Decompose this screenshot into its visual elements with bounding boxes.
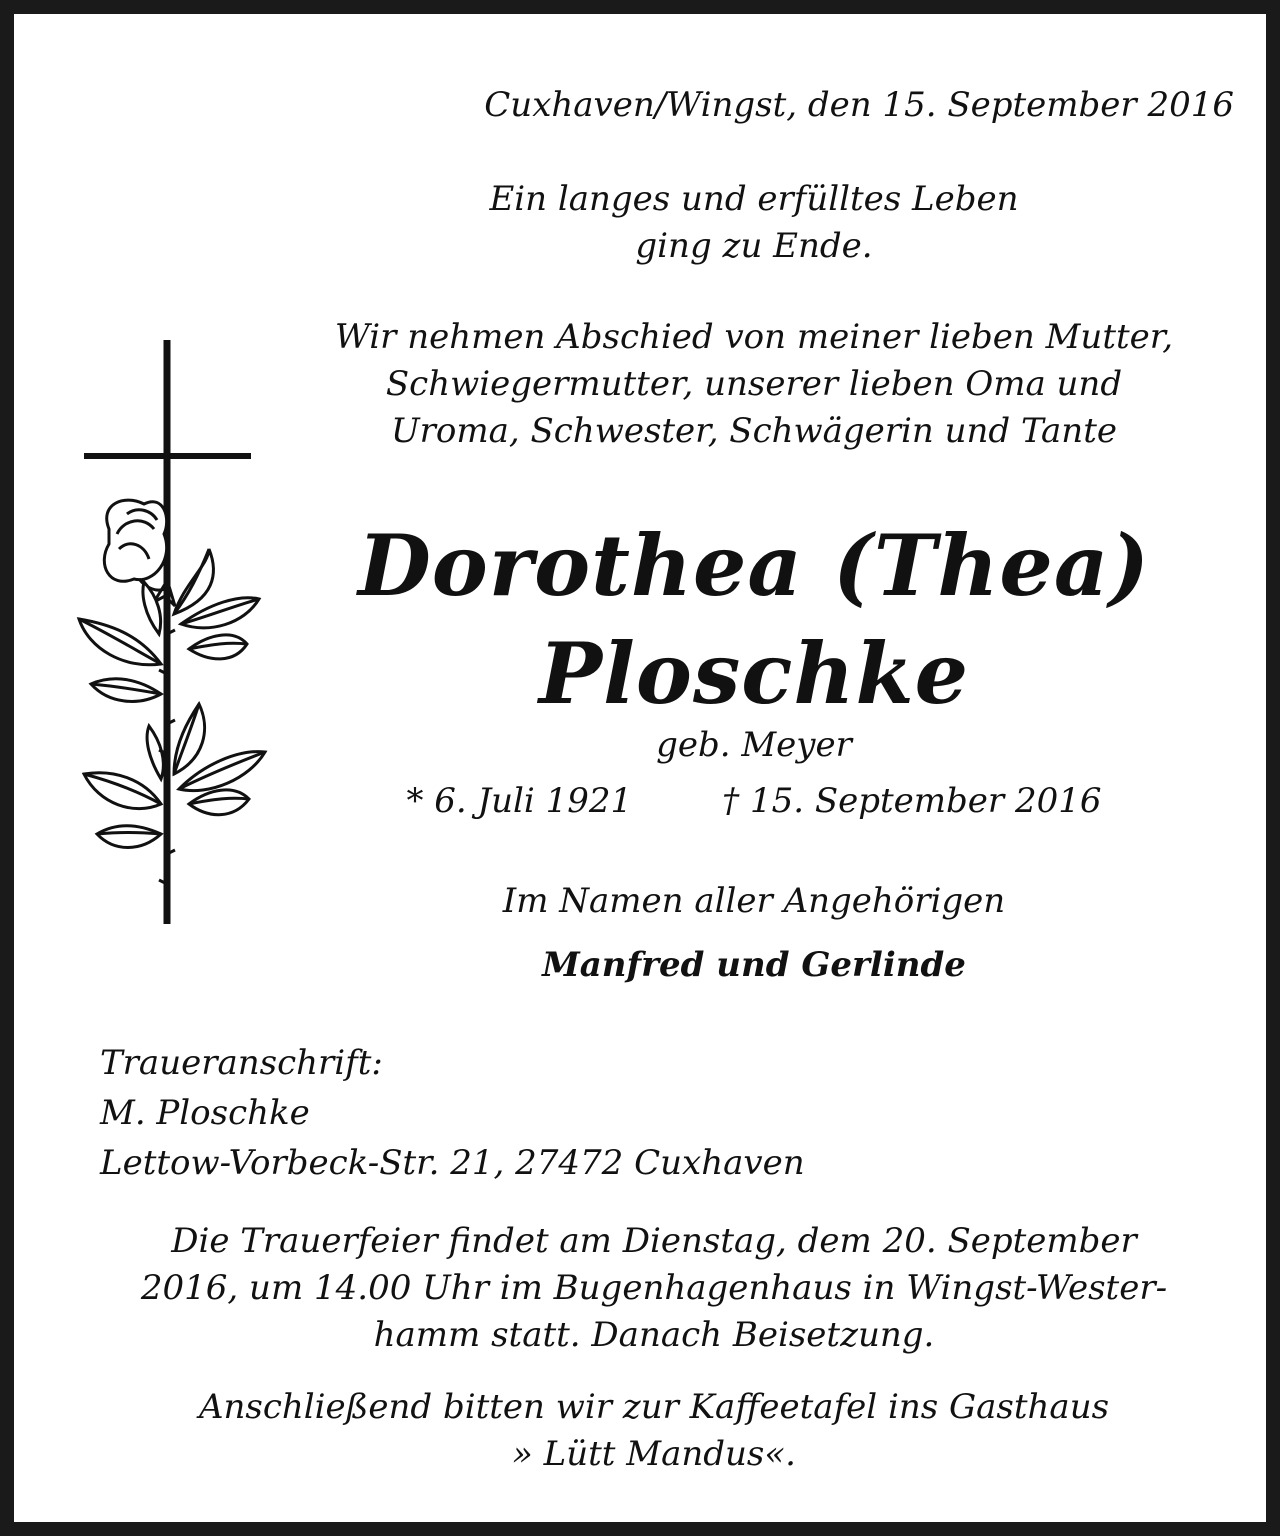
deceased-name-line1: Dorothea (Thea) xyxy=(357,516,1151,615)
maiden-name-text: geb. Meyer xyxy=(656,725,852,765)
maiden-name xyxy=(304,722,1204,769)
deceased-name-line2: Ploschke xyxy=(538,624,970,723)
family-names-text: Manfred und Gerlinde xyxy=(542,945,966,985)
deceased-name xyxy=(304,512,1204,728)
farewell-text xyxy=(304,314,1204,455)
family-names xyxy=(304,942,1204,989)
coffee-line: » Lütt Mandus«. xyxy=(512,1434,796,1474)
cross-with-rose-icon xyxy=(69,334,279,934)
address-line: M. Ploschke xyxy=(100,1093,310,1133)
ceremony-line: Die Trauerfeier findet am Dienstag, dem 20. September xyxy=(171,1221,1137,1261)
coffee-line: Anschließend bitten wir zur Kaffeetafel ins Gasthaus xyxy=(198,1387,1110,1427)
life-dates xyxy=(304,778,1204,825)
family-intro xyxy=(304,878,1204,925)
farewell-line: Uroma, Schwester, Schwägerin und Tante xyxy=(390,411,1117,451)
family-intro-text: Im Namen aller Angehörigen xyxy=(502,881,1006,921)
ceremony-line: hamm statt. Danach Beisetzung. xyxy=(373,1315,935,1355)
address-line: Traueranschrift: xyxy=(100,1043,383,1083)
farewell-line: Wir nehmen Abschied von meiner lieben Mutter, xyxy=(334,317,1174,357)
address-line: Lettow-Vorbeck-Str. 21, 27472 Cuxhaven xyxy=(100,1143,805,1183)
ceremony-info xyxy=(74,1218,1234,1359)
mourning-address xyxy=(100,1038,1000,1188)
place-date-text: Cuxhaven/Wingst, den 15. September 2016 xyxy=(484,85,1234,125)
intro-text xyxy=(314,176,1194,270)
birth-date: * 6. Juli 1921 xyxy=(406,781,633,821)
death-date: † 15. September 2016 xyxy=(722,781,1102,821)
intro-line: ging zu Ende. xyxy=(635,226,873,266)
ceremony-line: 2016, um 14.00 Uhr im Bugenhagenhaus in Wingst-Wester- xyxy=(140,1268,1168,1308)
farewell-line: Schwiegermutter, unserer lieben Oma und xyxy=(385,364,1123,404)
intro-line: Ein langes und erfülltes Leben xyxy=(489,179,1019,219)
coffee-invitation xyxy=(74,1384,1234,1478)
place-date xyxy=(374,82,1234,129)
